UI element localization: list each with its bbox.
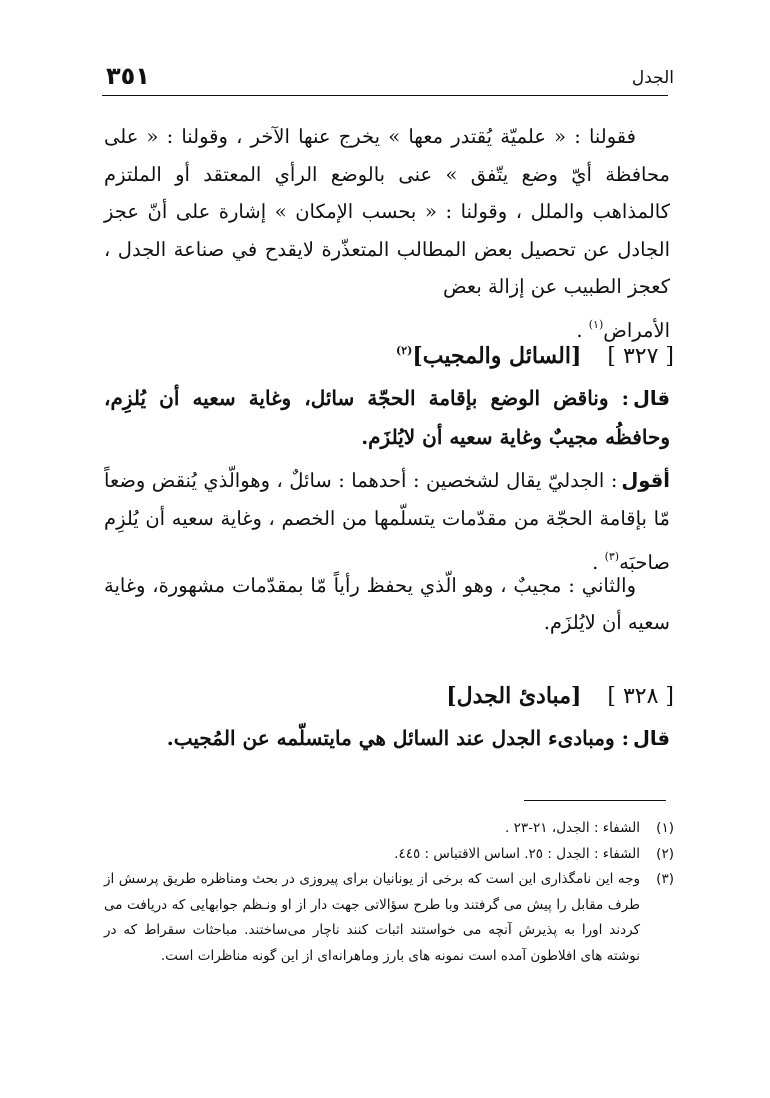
section-number-327: [ ٣٢٧ ]	[607, 344, 674, 369]
footnote-number-3: (٣)	[656, 871, 674, 887]
aqul-end: .	[592, 551, 605, 574]
footnote-number-1: (١)	[656, 820, 674, 836]
section-heading-327	[396, 336, 674, 372]
section-heading-328	[446, 681, 674, 712]
section-title-327: [السائل والمجيب]	[412, 343, 582, 369]
footnote-2	[104, 841, 674, 867]
qal-paragraph-328	[104, 720, 670, 757]
footnote-text-3: وجه این نامگذاری این است که برخی از یونانیان برای پیروزی در بحث ومناظره طریق پرسش از طرف مقابل را پیش می گرفتند وبا طرح سؤالاتی جهت دار از او ونـظم جوابهایی که دریافت می کردند اورا به پذیرش آنچه می خواستند اثبات کنند ناچار می‌ساختند. مباحثات سقراط که در نوشته های افلاطون آمده است نمونه های بارز وماهرانه‌ای از این گونه مناظرات است.	[104, 871, 640, 964]
running-head: الجدل	[631, 68, 674, 88]
footnote-rule	[524, 800, 666, 801]
intro-text: فقولنا : « علميّة يُقتدر معها » يخرج عنها الآخر ، وقولنا : « على محافظة أيّ وضع يتّفق » عنى بالوضع الرأي المعتقد أو الملتزم كالمذاهب والملل ، وقولنا : « بحسب الإمكان » إشارة على أنّ عجز الجادل عن تحصيل بعض المطالب المتعذّرة لايقدح في صناعة الجدل ، كعجز الطبيب عن إزالة بعض	[104, 125, 670, 298]
footnote-text-2: الشفاء : الجدل : ٢٥. اساس الاقتباس : ٤٤٥.	[394, 846, 640, 862]
thani-text: والثاني : مجيبٌ ، وهو الّذي يحفظ رأياً مّا بمقدّمات مشهورة، وغاية سعيه أن لايُلزَم.	[104, 574, 670, 634]
intro-end: .	[576, 318, 589, 342]
section-number-328: [ ٣٢٨ ]	[607, 684, 674, 709]
qal-text-328: : ومبادىء الجدل عند السائل هي مايتسلّمه عن المُجيب.	[166, 726, 629, 750]
footnote-ref-3[interactable]: (٣)	[604, 550, 620, 563]
thani-paragraph-327	[104, 567, 670, 641]
intro-paragraph	[104, 118, 670, 349]
qal-paragraph-327	[104, 379, 670, 457]
footnote-number-2: (٢)	[656, 846, 674, 862]
aqul-keyword: أقول	[621, 469, 670, 492]
footnote-ref-1[interactable]: (١)	[588, 317, 604, 331]
qal-keyword-328: قال	[632, 727, 670, 750]
footnote-text-1: الشفاء : الجدل، ٢١-٢٣ .	[505, 820, 640, 836]
header-rule	[102, 95, 668, 96]
footnote-1	[104, 815, 674, 841]
page-number: ٣٥١	[106, 62, 150, 90]
aqul-paragraph-327	[104, 462, 670, 582]
qal-keyword: قال	[632, 387, 670, 410]
qal-text: : وناقض الوضع بإقامة الحجّة سائل، وغاية سعيه أن يُلزِم، وحافظُه مجيبٌ وغاية سعيه أن لايُلزَم.	[104, 386, 670, 449]
footnote-3	[104, 867, 674, 969]
aqul-text: : الجدليّ يقال لشخصين : أحدهما : سائلٌ ، وهوالّذي يُنقض وضعاً مّا بإقامة الحجّة من مقدّمات يتسلّمها من الخصم ، وغاية سعيه أن يُلزِم صاحبَه	[104, 469, 670, 574]
section-title-328: [مبادئ الجدل]	[446, 683, 582, 709]
footnote-ref-2[interactable]: (٢)	[396, 344, 413, 357]
footnotes	[104, 815, 674, 969]
intro-last-word: الأمراض	[603, 318, 670, 342]
